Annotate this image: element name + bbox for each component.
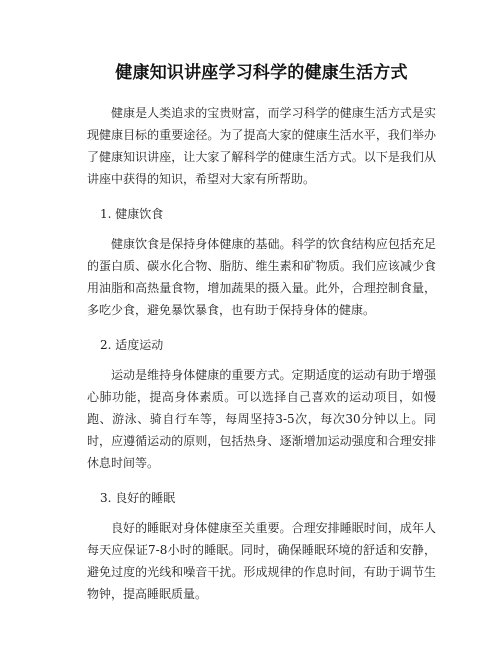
section-heading: 2. 适度运动 [100, 338, 164, 352]
section-body: 健康饮食是保持身体健康的基础。科学的饮食结构应包括充足的蛋白质、碳水化合物、脂肪、维生素和矿物质。我们应该减少食用油脂和高热量食物，增加蔬果的摄入量。此外，合理控制食量，多吃少食，避免暴饮暴食，也有助于保持身体的健康。 [87, 237, 436, 317]
section-body: 良好的睡眠对身体健康至关重要。合理安排睡眠时间，成年人每天应保证7-8小时的睡眠。同时，确保睡眠环境的舒适和安静，避免过度的光线和噪音干扰。形成规律的作息时间，有助于调节生物钟，提高睡眠质量。 [87, 521, 436, 601]
section-good-sleep [87, 489, 436, 605]
section-heading: 1. 健康饮食 [100, 207, 164, 221]
section-healthy-diet [87, 205, 436, 321]
section-heading: 3. 良好的睡眠 [100, 491, 176, 505]
section-moderate-exercise [87, 336, 436, 474]
document-title: 健康知识讲座学习科学的健康生活方式 [115, 63, 408, 83]
section-body: 运动是维持身体健康的重要方式。定期适度的运动有助于增强心肺功能，提高身体素质。可以选择自己喜欢的运动项目，如慢跑、游泳、骑自行车等，每周坚持3-5次，每次30分钟以上。同时，应遵循运动的原则，包括热身、逐渐增加运动强度和合理安排休息时间等。 [87, 368, 436, 470]
intro-paragraph: 健康是人类追求的宝贵财富，而学习科学的健康生活方式是实现健康目标的重要途径。为了提高大家的健康生活水平，我们举办了健康知识讲座，让大家了解科学的健康生活方式。以下是我们从讲座中获得的知识，希望对大家有所帮助。 [87, 106, 436, 186]
